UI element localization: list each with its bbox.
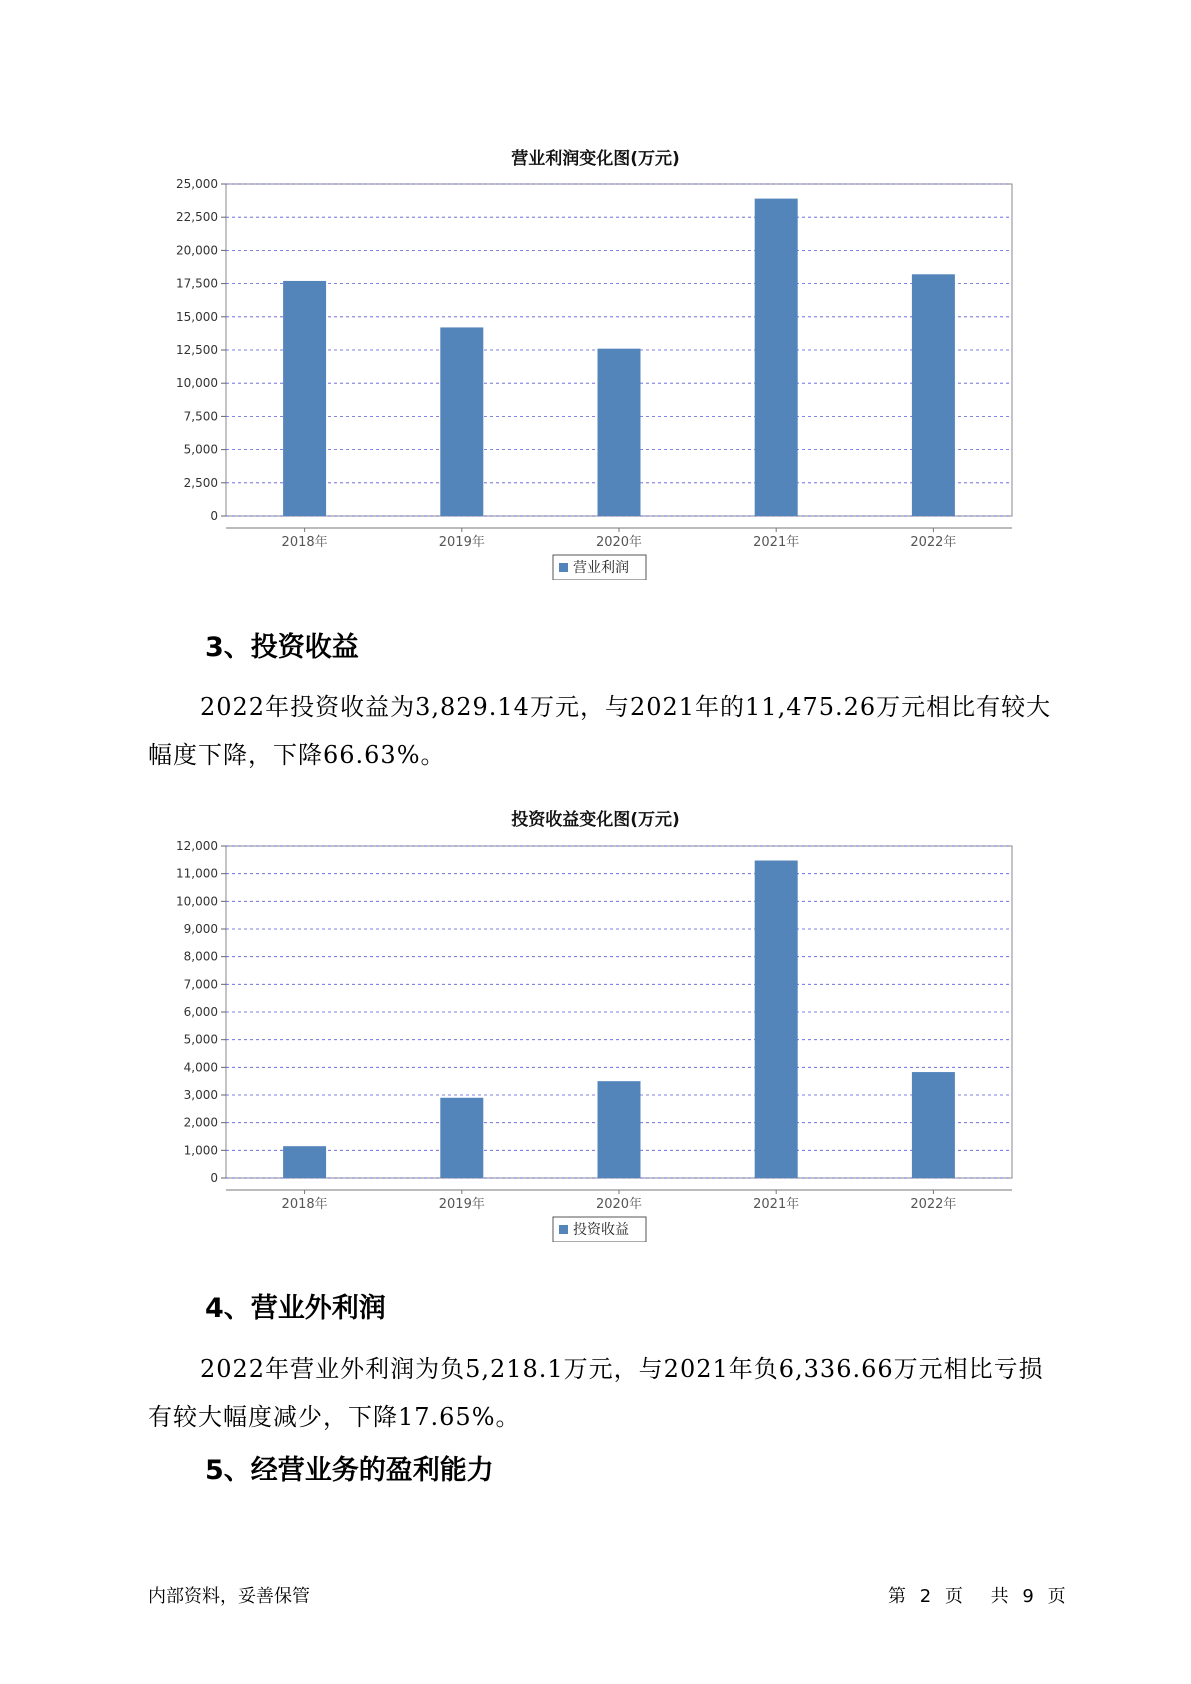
y-tick-label: 3,000 (183, 1088, 218, 1102)
bar-2020年 (598, 1081, 641, 1178)
bar-2019年 (440, 1098, 483, 1178)
y-tick-label: 2,000 (183, 1115, 218, 1130)
section-heading-investment-income: 3、投资收益 (205, 632, 359, 663)
y-tick-label: 7,500 (183, 409, 218, 424)
bar-2021年 (755, 861, 798, 1178)
total-prefix: 共 (990, 1586, 1009, 1607)
bar-2019年 (440, 327, 483, 516)
total-pages: 9 (1022, 1586, 1034, 1607)
investment-income-paragraph: 2022年投资收益为3,829.14万元，与2021年的11,475.26万元相比有较大幅度下降，下降66.63%。 (148, 693, 1052, 769)
y-tick-label: 12,500 (176, 343, 218, 357)
x-tick-label: 2020年 (595, 535, 643, 550)
chart-1-title: 营业利润变化图(万元) (511, 149, 680, 169)
legend-label: 营业利润 (573, 560, 629, 576)
y-tick-label: 12,000 (176, 839, 218, 853)
y-tick-label: 22,500 (176, 210, 218, 225)
page-prefix: 第 (888, 1586, 906, 1607)
y-tick-label: 10,000 (176, 376, 218, 391)
x-tick-label: 2019年 (438, 1197, 485, 1212)
y-tick-label: 17,500 (176, 276, 218, 291)
legend-swatch (559, 1225, 568, 1234)
y-tick-label: 6,000 (183, 1005, 218, 1019)
bar-2018年 (283, 1146, 326, 1178)
y-tick-label: 4,000 (183, 1060, 218, 1075)
y-tick-label: 25,000 (176, 177, 218, 191)
bar-2022年 (912, 274, 955, 516)
y-tick-label: 5,000 (183, 1032, 218, 1047)
chart-2-title: 投资收益变化图(万元) (511, 810, 680, 830)
investment-income-chart (0, 822, 1191, 1242)
footer-confidential-note: 内部资料，妥善保管 (148, 1586, 310, 1607)
x-tick-label: 2022年 (910, 535, 957, 550)
x-tick-label: 2021年 (753, 1197, 800, 1212)
legend-swatch (559, 563, 568, 572)
y-tick-label: 9,000 (183, 922, 218, 936)
x-tick-label: 2018年 (281, 535, 328, 550)
x-tick-label: 2022年 (910, 1197, 957, 1212)
y-tick-label: 0 (210, 509, 218, 523)
y-tick-label: 5,000 (183, 442, 218, 457)
page-mid: 页 (944, 1586, 963, 1607)
x-tick-label: 2020年 (595, 1197, 643, 1212)
section-heading-profitability: 5、经营业务的盈利能力 (205, 1455, 494, 1486)
bar-2018年 (283, 281, 326, 516)
y-tick-label: 15,000 (176, 309, 218, 324)
bar-2020年 (598, 349, 641, 516)
x-tick-label: 2021年 (753, 535, 800, 550)
non-operating-profit-paragraph: 2022年营业外利润为负5,218.1万元，与2021年负6,336.66万元相比亏损有较大幅度减少，下降17.65%。 (148, 1355, 1044, 1431)
x-tick-label: 2019年 (438, 535, 485, 550)
y-tick-label: 8,000 (183, 949, 218, 964)
bar-2022年 (912, 1072, 955, 1178)
y-tick-label: 0 (210, 1171, 218, 1185)
operating-profit-chart (0, 160, 1191, 580)
y-tick-label: 2,500 (183, 475, 218, 490)
page-number: 2 (919, 1586, 932, 1607)
bar-2021年 (755, 199, 798, 516)
total-suffix: 页 (1047, 1586, 1066, 1607)
y-tick-label: 7,000 (183, 977, 218, 992)
y-tick-label: 10,000 (176, 894, 218, 909)
y-tick-label: 1,000 (183, 1143, 218, 1158)
section-heading-non-operating-profit: 4、营业外利润 (205, 1293, 386, 1324)
y-tick-label: 11,000 (176, 866, 218, 881)
legend-label: 投资收益 (573, 1222, 629, 1238)
y-tick-label: 20,000 (176, 243, 218, 258)
x-tick-label: 2018年 (281, 1197, 328, 1212)
footer-page-indicator (888, 1582, 1066, 1608)
